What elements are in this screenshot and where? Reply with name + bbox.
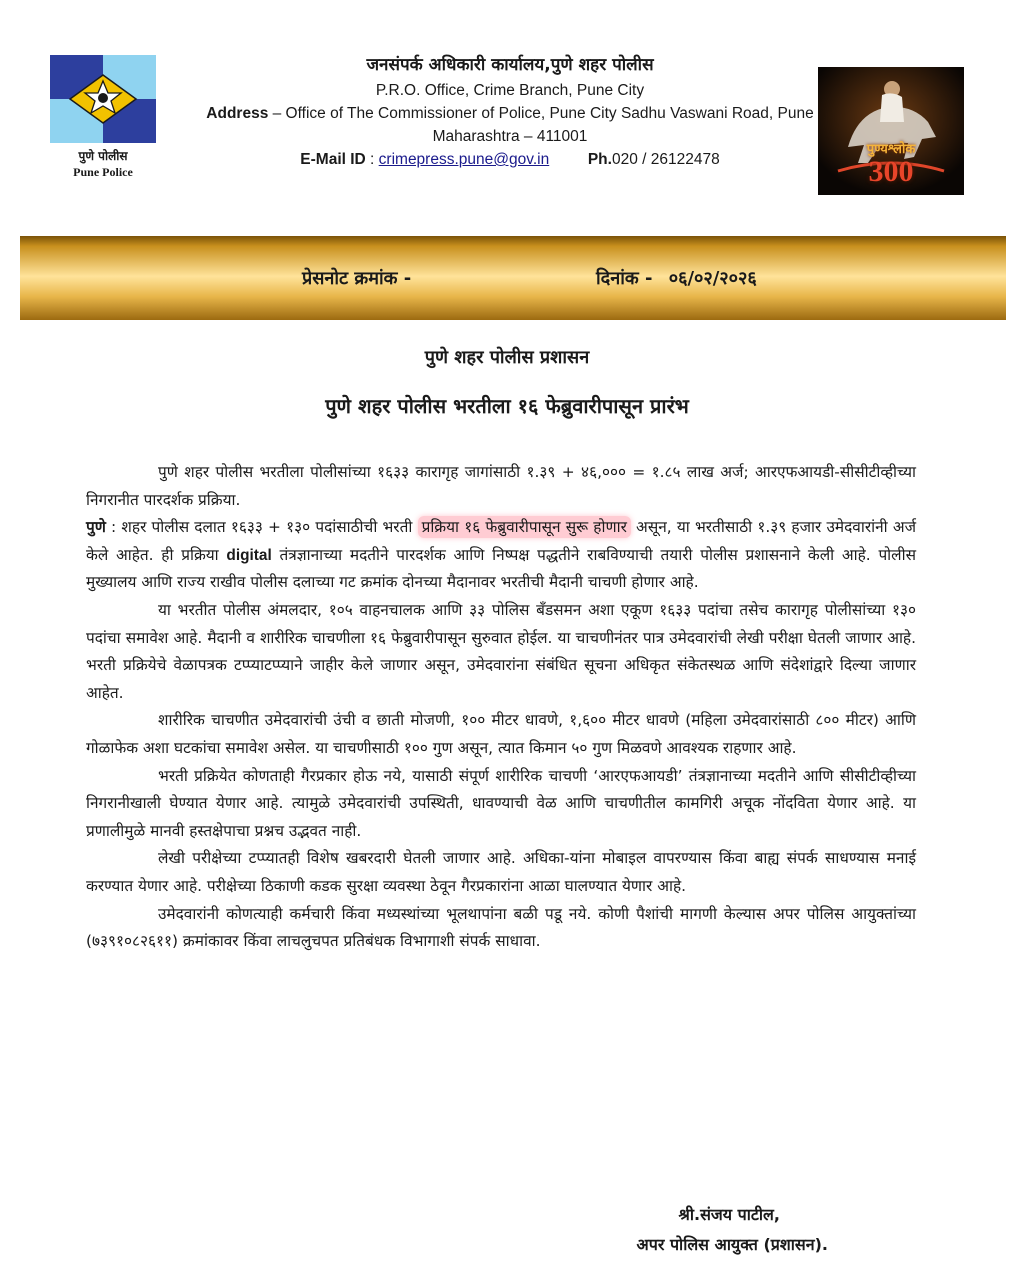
paragraph-6: उमेदवारांनी कोणत्याही कर्मचारी किंवा मध्यस्थांच्या भूलथापांना बळी पडू नये. कोणी पैशांची मागणी केल्यास अपर पोलिस आयुक्तांच्या (७३९१०८२६११) क्रमांकावर किंवा लाचलुचपत प्रतिबंधक विभागाशी संपर्क साधावा. <box>86 904 916 951</box>
pro-office-line: P.R.O. Office, Crime Branch, Pune City <box>375 82 645 99</box>
signatory-designation: अपर पोलिस आयुक्त (प्रशासन). <box>636 1235 828 1254</box>
dateline: पुणे <box>86 518 106 537</box>
date-value: ०६/०२/२०२६ <box>668 268 757 289</box>
phone-number: 020 / 26122478 <box>611 151 720 168</box>
admin-heading: पुणे शहर पोलीस प्रशासन <box>424 347 590 368</box>
contact-line <box>200 148 820 171</box>
address-line-2: Maharashtra – 411001 <box>432 128 588 145</box>
email-label: E-Mail ID <box>300 151 366 168</box>
address-text: – Office of The Commissioner of Police, Pune City Sadhu Vaswani Road, Pune <box>268 105 814 122</box>
email-separator: : <box>365 151 379 168</box>
press-note-bar <box>20 236 1006 320</box>
date-label: दिनांक - <box>596 268 653 289</box>
pune-police-logo <box>50 55 156 185</box>
digital-word: digital <box>226 546 272 564</box>
p1-text-a: : शहर पोलीस दलात १६३३ + १३० पदांसाठीची भरती <box>105 518 418 537</box>
paragraph-2: या भरतीत पोलीस अंमलदार, १०५ वाहनचालक आणि ३३ पोलिस बॅंडसमन अशा एकूण १६३३ पदांचा तसेच कारागृह पोलीसांच्या १३० पदांचा समावेश आहे. मैदानी व शारीरिक चाचणीला १६ फेब्रुवारीपासून सुरुवात होईल. या चाचणीनंतर पात्र उमेदवारांची लेखी परीक्षा घेतली जाणार आहे. भरती प्रक्रियेचे वेळापत्रक टप्प्याटप्प्याने जाहीर केले जाणार असून, उमेदवारांना संबंधित सूचना अधिकृत संकेतस्थळ आणि संदेशांद्वारे दिल्या जाणार आहेत. <box>86 600 916 702</box>
date-field <box>596 266 757 290</box>
address-line <box>200 102 820 125</box>
highlighted-text: प्रक्रिया १६ फेब्रुवारीपासून सुरू होणार <box>418 516 631 538</box>
punyashlok-text: पुण्यश्लोक <box>866 142 916 157</box>
paragraph-4: भरती प्रक्रियेत कोणताही गैरप्रकार होऊ नये, यासाठी संपूर्ण शारीरिक चाचणी ‘आरएफआयडी’ तंत्रज्ञानाच्या मदतीने आणि सीसीटीव्हीच्या निगरानीखाली घेण्यात येणार आहे. त्यामुळे उमेदवारांची उपस्थिती, धावण्याची वेळ आणि चाचणीतील कामगिरी अचूक नोंदविता येणार आहे. या प्रणालीमुळे मानवी हस्तक्षेपाचा प्रश्नच उद्भवत नाही. <box>86 766 916 840</box>
press-release-body <box>86 459 916 956</box>
paragraph-3: शारीरिक चाचणीत उमेदवारांची उंची व छाती मोजणी, १०० मीटर धावणे, १,६०० मीटर धावणे (महिला उमेदवारांसाठी ८०० मीटर) आणि गोळाफेक अशा घटकांचा समावेश असेल. या चाचणीसाठी १०० गुण असून, त्यात किमान ५० गुण मिळवणे आवश्यक राहणार आहे. <box>86 711 916 757</box>
letterhead <box>200 50 820 171</box>
paragraph-1 <box>86 514 916 597</box>
logo-english-caption: Pune Police <box>73 165 133 179</box>
main-headline: पुणे शहर पोलीस भरतीला १६ फेब्रुवारीपासून प्रारंभ <box>325 394 689 418</box>
punyashlok-number: 300 <box>868 155 914 188</box>
press-note-label: प्रेसनोट क्रमांक - <box>302 268 412 289</box>
paragraph-5: लेखी परीक्षेच्या टप्प्यातही विशेष खबरदारी घेतली जाणार आहे. अधिका-यांना मोबाइल वापरण्यास किंवा बाह्य संपर्क साधण्यास मनाई करण्यात येणार आहे. परीक्षेच्या ठिकाणी कडक सुरक्षा व्यवस्था ठेवून गैरप्रकारांना आळा घालण्यात येणार आहे. <box>86 849 916 895</box>
punyashlok-300-logo <box>818 67 964 195</box>
email-link[interactable]: crimepress.pune@gov.in <box>378 151 550 168</box>
summary-paragraph: पुणे शहर पोलीस भरतीला पोलीसांच्या १६३३ कारागृह जागांसाठी १.३९ + ४६,००० = १.८५ लाख अर्ज; आरएफआयडी-सीसीटीव्हीच्या निगरानीत पारदर्शक प्रक्रिया. <box>86 463 916 509</box>
office-title: जनसंपर्क अधिकारी कार्यालय,पुणे शहर पोलीस <box>366 55 654 75</box>
p1-text-b: असून, या भरतीसाठी १.३९ हजार उमेदवारांनी अर्ज केले आहेत. ही प्रक्रिया <box>86 518 916 564</box>
signatory-name: श्री.संजय पाटील, <box>678 1205 780 1224</box>
phone-label: Ph. <box>587 151 612 168</box>
signature-block <box>637 1200 828 1260</box>
logo-marathi-caption: पुणे पोलीस <box>78 149 128 163</box>
address-label: Address <box>206 105 269 122</box>
p1-text-c: तंत्रज्ञानाच्या मदतीने पारदर्शक आणि निष्पक्ष पद्धतीने राबविण्याची तयारी पोलीस प्रशासनाने केली आहे. पोलीस मुख्यालय आणि राज्य राखीव पोलीस दलाच्या गट क्रमांक दोनच्या मैदानावर भरतीची मैदानी चाचणी होणार आहे. <box>86 545 916 592</box>
